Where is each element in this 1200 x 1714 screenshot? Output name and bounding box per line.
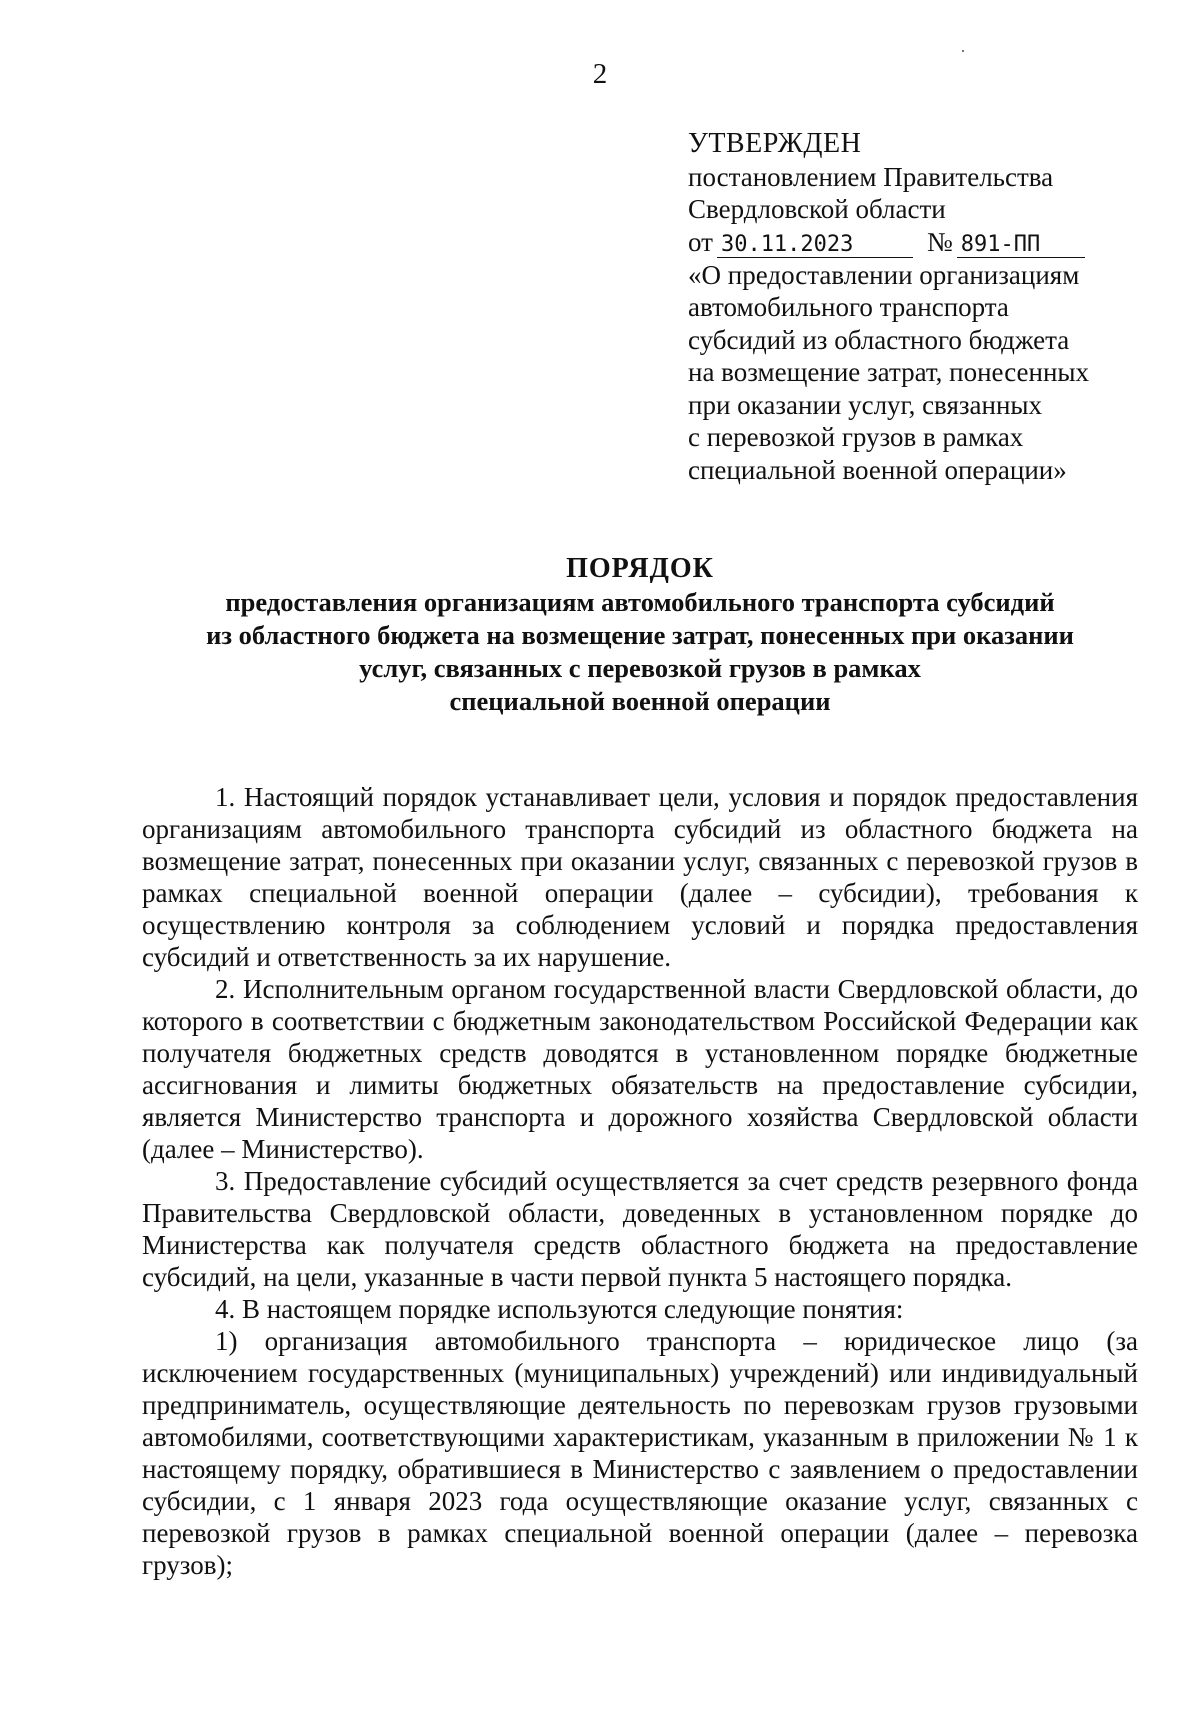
approval-date-number-line [688,226,1168,259]
decree-title-line: с перевозкой грузов в рамках [688,422,1024,452]
decree-title-line: специальной военной операции» [688,454,1067,485]
scan-speck [962,50,964,52]
document-title-line: предоставления организациям автомобильного транспорта субсидий [225,587,1055,617]
date-value: 30.11.2023 [717,233,913,258]
document-title-main: ПОРЯДОК [566,553,714,584]
date-prefix: от [688,226,713,257]
approval-heading: УТВЕРЖДЕН [688,128,862,159]
document-body [142,781,1138,1581]
document-title-line: услуг, связанных с перевозкой грузов в рамках [359,653,921,683]
number-value: 891-ПП [957,233,1085,258]
decree-title-line: автомобильного транспорта [688,292,1009,322]
decree-title-line: при оказании услуг, связанных [688,389,1043,420]
paragraph-2: 2. Исполнительным органом государственной власти Свердловской области, до которого в соответствии с бюджетным законодательством Российской Федерации как получателя бюджетных средств доводятся в установленном порядке бюджетные ассигнования и лимиты бюджетных обязательств на предоставление субсидии, является Министерство транспорта и дорожного хозяйства Свердловской области (далее – Министерство). [142,974,1138,1164]
paragraph-4-item-1: 1) организация автомобильного транспорта – юридическое лицо (за исключением государственных (муниципальных) учреждений) или индивидуальный предприниматель, осуществляющие деятельность по перевозкам грузов грузовыми автомобилями, соответствующими характеристикам, указанным в приложении № 1 к настоящему порядку, обратившиеся в Министерство с заявлением о предоставлении субсидии, с 1 января 2023 года осуществляющие оказание услуг, связанных с перевозкой грузов в рамках специальной военной операции (далее – перевозка грузов); [142,1326,1138,1580]
paragraph-3: 3. Предоставление субсидий осуществляется за счет средств резервного фонда Правительства Свердловской области, доведенных в установленном порядке до Министерства как получателя средств областного бюджета на предоставление субсидий, на цели, указанные в части первой пункта 5 настоящего порядка. [142,1166,1138,1292]
paragraph-4: 4. В настоящем порядке используются следующие понятия: [215,1294,904,1324]
document-title-line: специальной военной операции [449,686,831,716]
decree-title-line: на возмещение затрат, понесенных [688,357,1090,387]
number-prefix: № [926,226,953,257]
decree-title-line: субсидий из областного бюджета [688,324,1070,355]
page-number: 2 [592,58,608,90]
approval-block [688,128,1168,486]
approval-line-2: Свердловской области [688,194,946,224]
paragraph-1: 1. Настоящий порядок устанавливает цели, условия и порядок предоставления организациям автомобильного транспорта субсидий из областного бюджета на возмещение затрат, понесенных при оказании услуг, связанных с перевозкой грузов в рамках специальной военной операции (далее – субсидии), требования к осуществлению контроля за соблюдением условий и порядка предоставления субсидий и ответственность за их нарушение. [142,782,1138,972]
document-title [140,552,1140,718]
document-title-line: из областного бюджета на возмещение затрат, понесенных при оказании [206,620,1074,650]
decree-title-line: «О предоставлении организациям [688,259,1080,290]
approval-line-1: постановлением Правительства [688,161,1054,192]
